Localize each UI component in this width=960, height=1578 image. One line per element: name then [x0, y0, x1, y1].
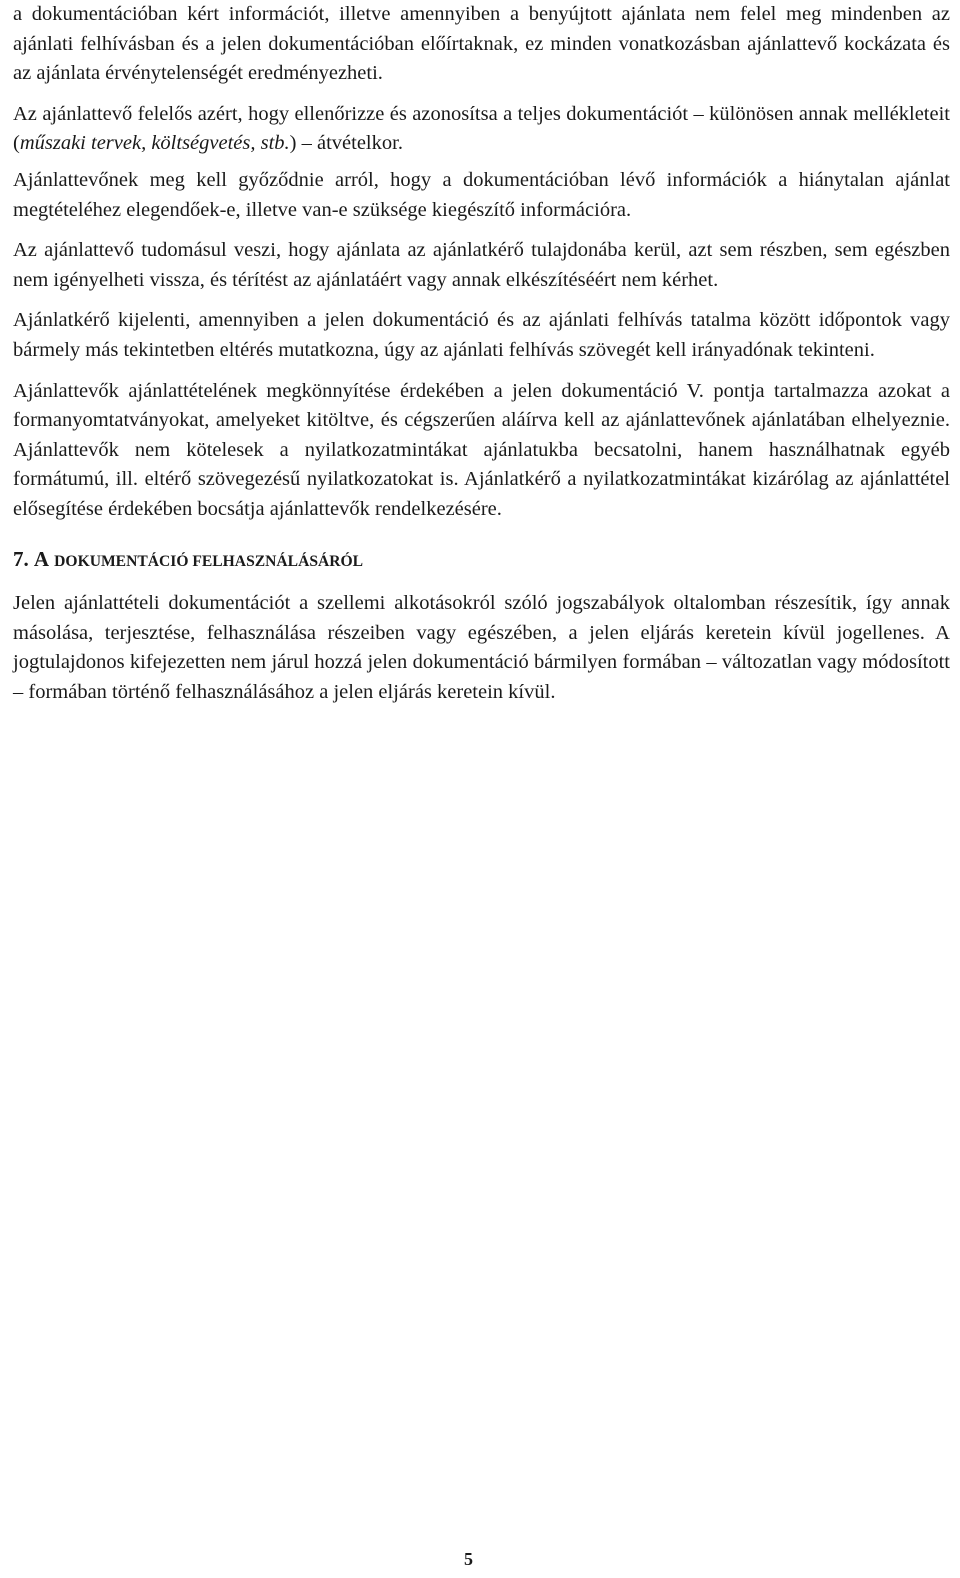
paragraph-offer-risk: a dokumentációban kért információt, illetve amennyiben a benyújtott ajánlata nem felel meg mindenben az ajánlati felhívásban és a jelen dokumentációban előírtaknak, ez minden vonatkozásban ajánlattevő kockázata és az ajánlata érvénytelenségét eredményezheti. [13, 3, 950, 85]
paragraph-precedence: Ajánlatkérő kijelenti, amennyiben a jelen dokumentáció és az ajánlati felhívás tatalma között időpontok vagy bármely más tekintetben eltérés mutatkozna, úgy az ajánlati felhívás szövegét kell irányadónak tekinteni. [13, 309, 950, 361]
paragraph-documentation-check [13, 100, 950, 159]
paragraph-usage-rights: Jelen ajánlattételi dokumentációt a szellemi alkotásokról szóló jogszabályok oltalomban részesítik, így annak másolása, terjesztése, felhasználása részeiben vagy egészében, a jelen eljárás keretein kívül jogellenes. A jogtulajdonos kifejezetten nem járul hozzá jelen dokumentáció bármilyen formában – változatlan vagy módosított – formában történő felhasználásához a jelen eljárás keretein kívül. [13, 592, 950, 703]
paragraph-italic-text: műszaki tervek, költségvetés, stb. [19, 132, 290, 155]
section-title: DOKUMENTÁCIÓ FELHASZNÁLÁSÁRÓL [54, 552, 364, 570]
paragraph-text: ) – átvételkor. [289, 132, 403, 155]
page-number: 5 [464, 1549, 473, 1569]
section-heading [13, 545, 950, 577]
section-title-initial: A [33, 546, 50, 571]
paragraph-forms: Ajánlattevők ajánlattételének megkönnyítése érdekében a jelen dokumentáció V. pontja tartalmazza azokat a formanyomtatványokat, amelyeket kitöltve, és cégszerűen aláírva kell az ajánlattevőnek ajánlatában elhelyeznie. Ajánlattevők nem kötelesek a nyilatkozatmintákat ajánlatukba becsatolni, hanem használhatnak egyéb formátumú, ill. eltérő szövegezésű nyilatkozatokat is. Ajánlatkérő a nyilatkozatmintákat kizárólag az ajánlattétel elősegítése érdekében bocsátja ajánlattevők rendelkezésére. [13, 379, 950, 520]
paragraph-offer-ownership: Az ajánlattevő tudomásul veszi, hogy ajánlata az ajánlatkérő tulajdonába kerül, azt sem részben, sem egészben nem igényelheti vissza, és térítést az ajánlatáért vagy annak elkészítéséért nem kérhet. [13, 239, 950, 291]
document-page [13, 0, 950, 707]
paragraph-text: Az ajánlattevő felelős azért, hogy ellenőrizze és azonosítsa a teljes dokumentációt – különösen annak mellékleteit ( [13, 102, 950, 155]
paragraph-information-sufficiency: Ajánlattevőnek meg kell győződnie arról, hogy a dokumentációban lévő információk a hiánytalan ajánlat megtételéhez elegendőek-e, illetve van-e szüksége kiegészítő információra. [13, 168, 950, 221]
section-number: 7. [13, 546, 29, 571]
